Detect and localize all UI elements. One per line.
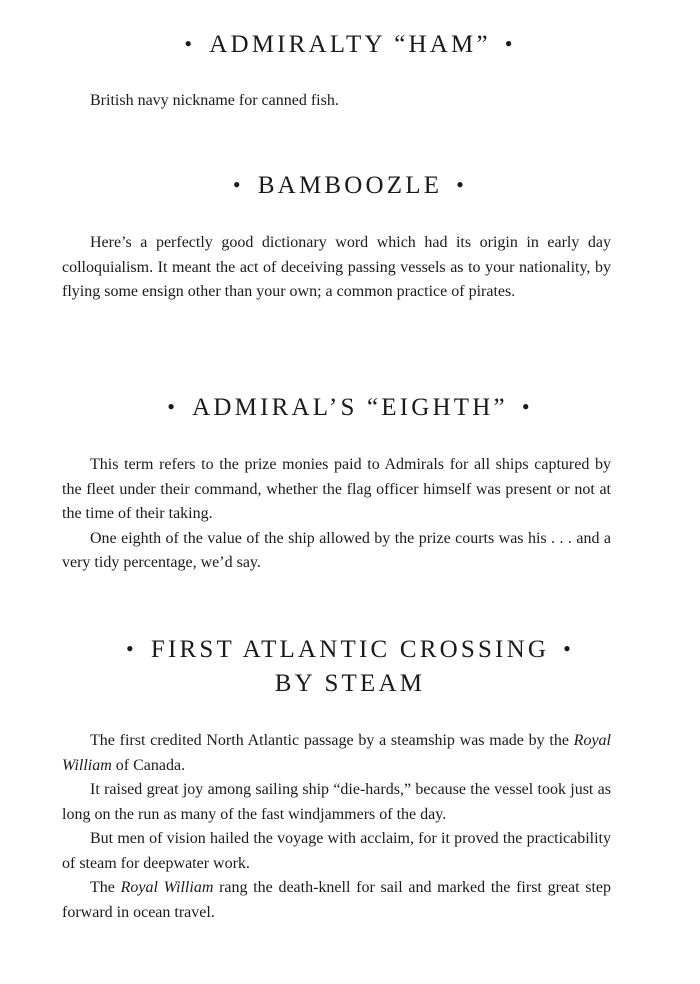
heading-text: ADMIRALTY “HAM” [209,31,491,58]
heading-text: ADMIRAL’S “EIGHTH” [192,394,508,421]
heading-admirals-eighth [0,391,700,425]
heading-text: FIRST ATLANTIC CROSSING [150,636,550,663]
heading-text: BAMBOOZLE [257,172,443,199]
heading-admiralty-ham [0,28,700,62]
bullet: • [504,31,516,56]
section-body-bamboozle [62,231,611,305]
paragraph: It raised great joy among sailing ship “die-hards,” because the vessel took just as long on the run as many of the fast windjammers of the day. [62,781,611,823]
heading-line: BY STEAM [274,670,426,697]
section-body-first-atlantic-crossing [62,729,611,925]
paragraph: British navy nickname for canned fish. [90,92,339,109]
section-body-admiralty-ham [62,89,611,114]
heading-bamboozle [0,169,700,203]
paragraph: This term refers to the prize monies paid to Admirals for all ships captured by the fleet under their command, whether the flag officer himself was present or not at the time of their taking. [62,456,611,522]
bullet: • [563,636,574,661]
bullet: • [521,394,533,419]
bullet: • [232,172,244,197]
bullet: • [184,31,196,56]
paragraph: But men of vision hailed the voyage with acclaim, for it proved the practicability of steam for deepwater work. [62,830,611,872]
heading-first-atlantic-crossing [0,633,700,701]
heading-line [0,633,700,667]
text-run: of Canada. [111,756,186,774]
section-body-admirals-eighth [62,453,611,576]
paragraph [62,729,611,778]
text-run: The first credited North Atlantic passage by a steamship was made by the [90,732,574,749]
ship-name: Royal William [62,732,611,774]
text-run: rang the death-knell for sail and marked the first great step forward in ocean travel. [62,879,612,921]
bullet: • [456,172,468,197]
bullet: • [125,636,137,661]
bullet: • [167,394,179,419]
ship-name: Royal William [120,879,214,896]
paragraph: One eighth of the value of the ship allowed by the prize courts was his . . . and a very tidy percentage, we’d say. [62,529,611,571]
paragraph: Here’s a perfectly good dictionary word which had its origin in early day colloquialism. It meant the act of deceiving passing vessels as to your nationality, by flying some ensign other than your own; a common practice of pirates. [62,234,611,300]
paragraph [62,876,611,925]
text-run: The [90,879,121,896]
